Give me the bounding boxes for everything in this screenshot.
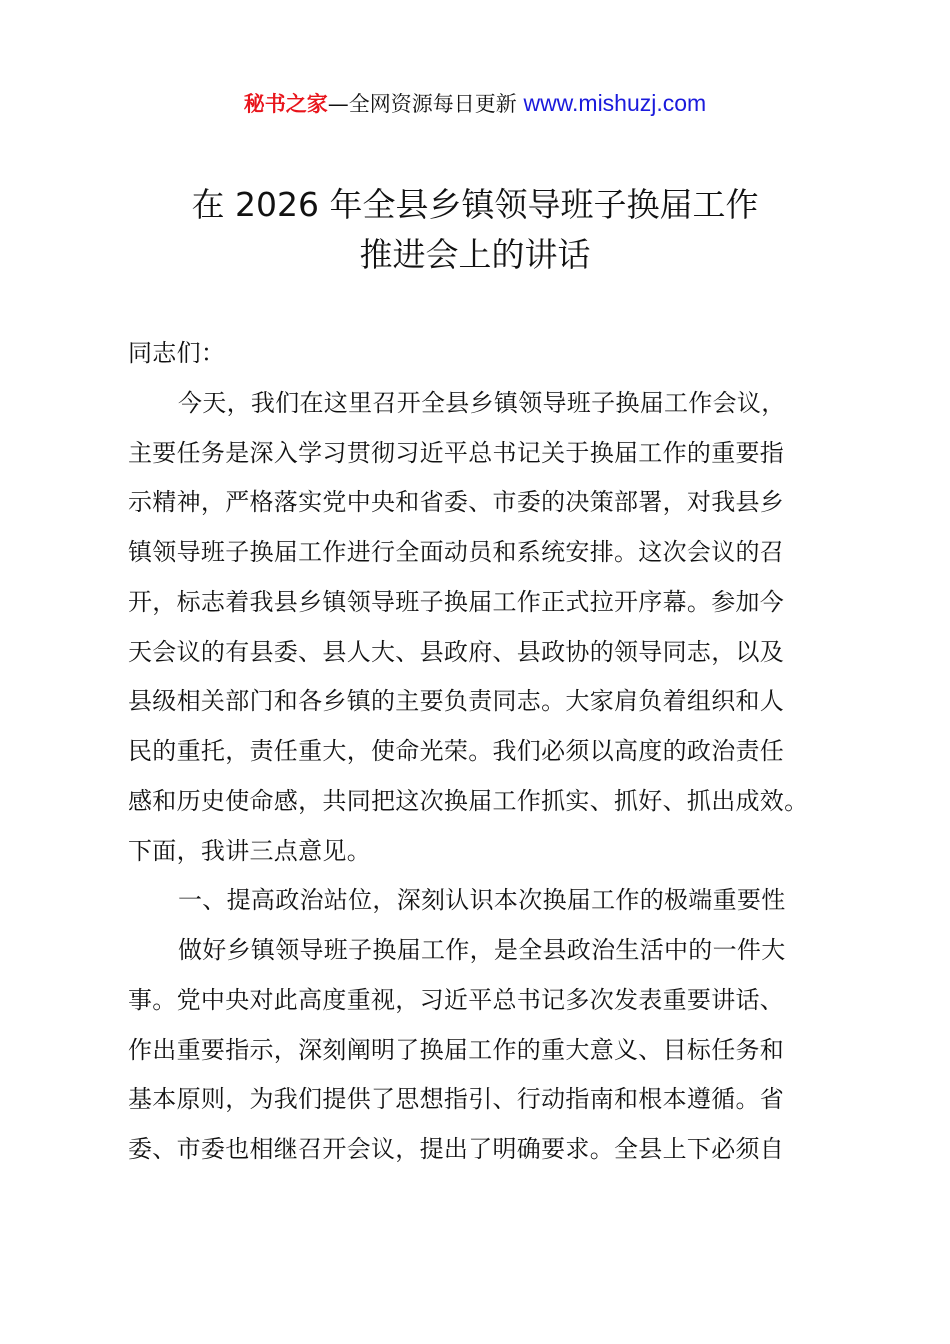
title-line-1: 在 2026 年全县乡镇领导班子换届工作 xyxy=(191,185,759,224)
title-line-2: 推进会上的讲话 xyxy=(359,235,591,274)
text-line: 做好乡镇领导班子换届工作，是全县政治生活中的一件大 xyxy=(178,936,786,964)
text-line: 主要任务是深入学习贯彻习近平总书记关于换届工作的重要指 xyxy=(128,438,785,467)
document-body xyxy=(128,329,858,1175)
banner-url-link[interactable]: www.mishuzj.com xyxy=(523,90,707,116)
text-line: 事。党中央对此高度重视，习近平总书记多次发表重要讲话、 xyxy=(128,985,785,1014)
text-line: 示精神，严格落实党中央和省委、市委的决策部署，对我县乡 xyxy=(128,488,785,517)
text-line: 感和历史使命感，共同把这次换届工作抓实、抓好、抓出成效。 xyxy=(128,786,809,815)
text-line: 今天，我们在这里召开全县乡镇领导班子换届工作会议， xyxy=(178,388,786,417)
banner-slogan: —全网资源每日更新 xyxy=(327,92,524,116)
text-line: 民的重托，责任重大，使命光荣。我们必须以高度的政治责任 xyxy=(128,737,785,765)
text-line: 县级相关部门和各乡镇的主要负责同志。大家肩负着组织和人 xyxy=(128,687,785,716)
text-line: 基本原则，为我们提供了思想指引、行动指南和根本遵循。省 xyxy=(128,1085,785,1114)
brand-name: 秘书之家 xyxy=(243,92,328,116)
section-heading-1: 一、提高政治站位，深刻认识本次换届工作的极端重要性 xyxy=(178,886,786,915)
paragraph-1 xyxy=(128,379,858,877)
paragraph-2 xyxy=(128,926,858,1175)
text-line: 镇领导班子换届工作进行全面动员和系统安排。这次会议的召 xyxy=(128,538,785,566)
text-line: 委、市委也相继召开会议，提出了明确要求。全县上下必须自 xyxy=(128,1135,785,1163)
text-line: 开，标志着我县乡镇领导班子换届工作正式拉开序幕。参加今 xyxy=(128,587,785,616)
salutation: 同志们： xyxy=(128,339,226,367)
site-banner xyxy=(0,88,950,118)
text-line: 天会议的有县委、县人大、县政府、县政协的领导同志，以及 xyxy=(128,637,785,666)
text-line: 作出重要指示，深刻阐明了换届工作的重大意义、目标任务和 xyxy=(128,1035,785,1064)
document-title xyxy=(0,180,950,280)
text-line: 下面，我讲三点意见。 xyxy=(128,836,371,865)
